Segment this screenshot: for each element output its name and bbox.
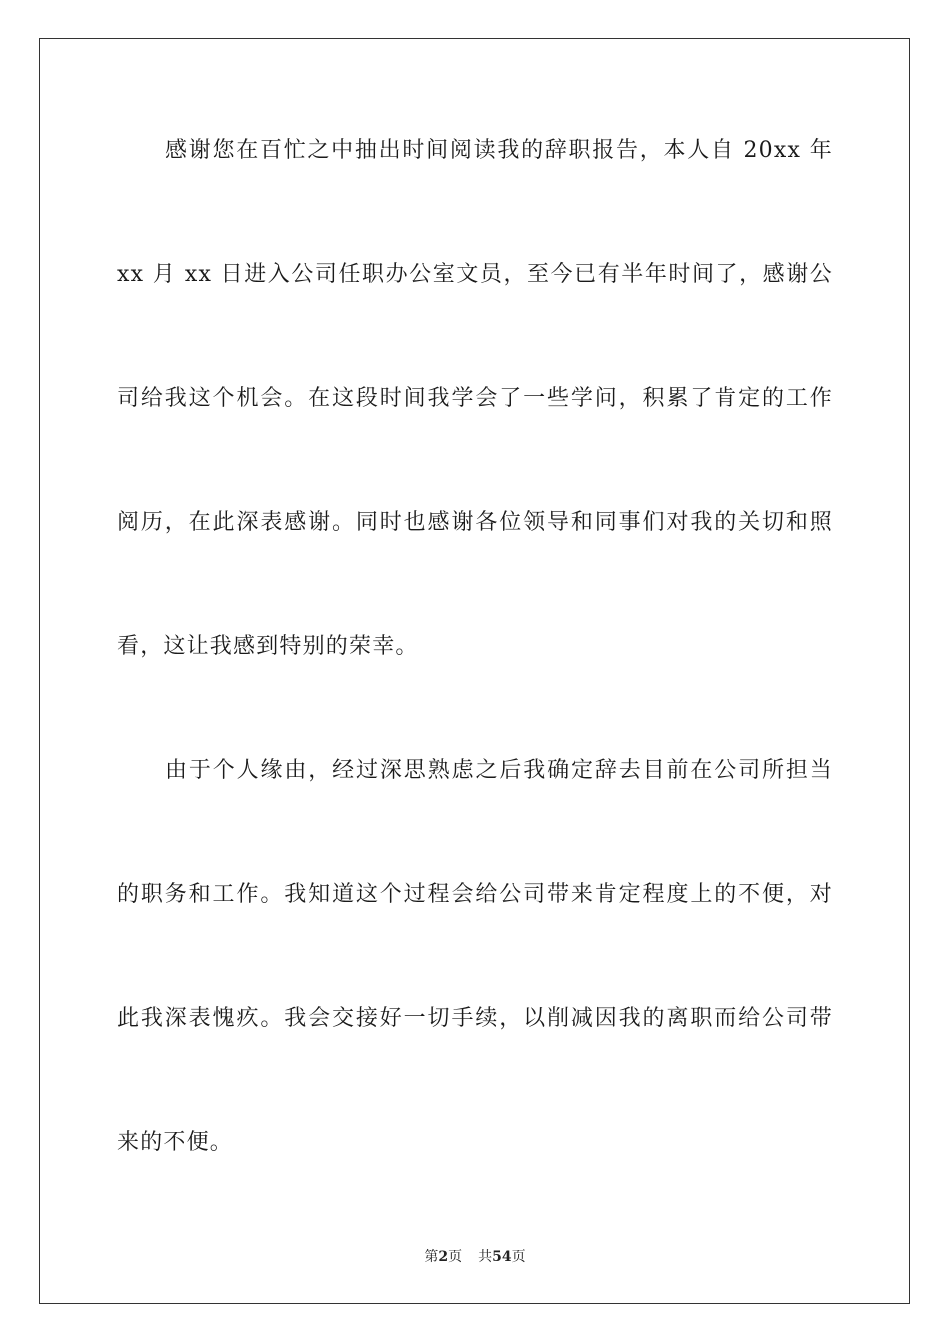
total-suffix: 页 (511, 1249, 526, 1265)
paragraph-1-line-1: 感谢您在百忙之中抽出时间阅读我的辞职报告，本人自 20xx 年 (165, 138, 833, 163)
page-footer (0, 1248, 950, 1266)
paragraph-1-line-5: 看，这让我感到特别的荣幸。 (117, 634, 419, 659)
paragraph-2-line-4: 来的不便。 (117, 1130, 234, 1155)
current-page-number: 2 (438, 1249, 449, 1265)
page-suffix: 页 (448, 1249, 463, 1265)
paragraph-1-line-3: 司给我这个机会。在这段时间我学会了一些学问，积累了肯定的工作 (117, 386, 833, 411)
page-prefix: 第 (424, 1249, 439, 1265)
total-prefix: 共 (478, 1249, 493, 1265)
total-page-count: 54 (492, 1249, 512, 1265)
paragraph-2-line-3: 此我深表愧疚。我会交接好一切手续，以削减因我的离职而给公司带 (117, 1006, 833, 1031)
paragraph-1-line-2: xx 月 xx 日进入公司任职办公室文员，至今已有半年时间了，感谢公 (117, 262, 833, 287)
paragraph-2-line-1: 由于个人缘由，经过深思熟虑之后我确定辞去目前在公司所担当 (165, 758, 833, 783)
paragraph-2-line-2: 的职务和工作。我知道这个过程会给公司带来肯定程度上的不便，对 (117, 882, 833, 907)
page-border (39, 38, 910, 1304)
paragraph-1-line-4: 阅历，在此深表感谢。同时也感谢各位领导和同事们对我的关切和照 (117, 510, 833, 535)
